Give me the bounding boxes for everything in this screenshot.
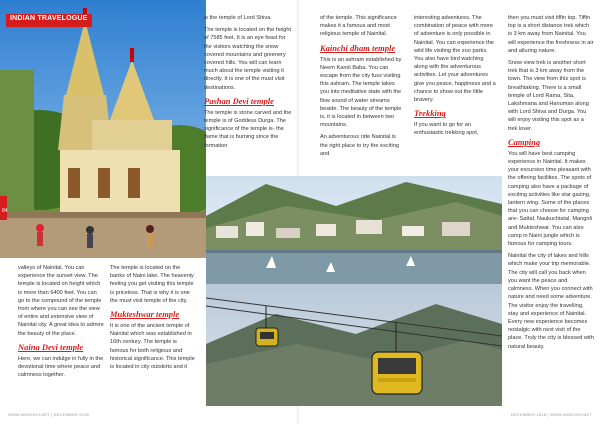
left-column-2: [110, 264, 196, 375]
footer-left: WWW.WINGSHI.NET | DECEMBER 2018: [8, 412, 89, 417]
heading-trekking: Trekking: [414, 108, 446, 119]
paragraph: is the temple of Lord Shiva.: [204, 15, 272, 21]
left-column-1: [18, 264, 104, 383]
temple-photo: [0, 0, 206, 258]
right-column-3: [508, 14, 594, 355]
page-number: 84: [2, 208, 8, 214]
paragraph: valleys of Nainital. You can experience the sunset view. The temple is located on height which is more than 6400 feet. You can go to the compound of the temple from where you can see the view of entire and extensive view of Nainital city. A great idea to admire the beauty of the place.: [18, 265, 104, 337]
heading-mukteshwar: Mukteshwar temple: [110, 309, 180, 320]
heading-pashan-devi: Pashan Devi temple: [204, 95, 274, 106]
paragraph: If you want to go for an enthusiastic trekking spot,: [414, 122, 479, 137]
section-tag: INDIAN TRAVELOGUE: [6, 14, 92, 27]
right-column-2: [414, 14, 498, 142]
paragraph: Snow view trek is another short trek that is 3 km away from the town. The view from this spot is breathtaking. There is a small temple of Lord Rama, Sita, Lakshmana and Hanuman along with Lord Shiva and Durga. You will enjoy visiting this spot as a trek lover.: [508, 60, 589, 132]
heading-naina-devi: Naina Devi temple: [18, 341, 84, 352]
paragraph: An adventurous ride Nainital is the right place to try the exciting and: [320, 134, 399, 157]
cable-car-photo: [206, 284, 502, 406]
paragraph: This is an ashram established by Neem Karoli Baba. You can escape from the city fuss visiting this ashram. The temple takes you into meditative state with the flow sound of water streams beside. The beauty of the temple is, it is located in between two mountains.: [320, 56, 402, 129]
paragraph: Here, we can indulge in fully in the devotional time where peace and calmness together.: [18, 355, 104, 379]
paragraph: Nainital the city of lakes and hills which make your trip memorable. The city will call you back when you want the peace and calmness. When you connect with nature and need some adventure. The visitor enjoy the travelling, stay and experience of Nainital. Every new experience becomes nostalgic with next visit of the place. Truly the city is blessed with natural beauty.: [508, 253, 594, 350]
lake-town-photo: [206, 176, 502, 284]
temple-illustration: [0, 0, 206, 258]
paragraph: interesting adventures. The combination of peace with more of adventure is only possible in Nainital. You can experience the wild life visiting the zoo parks. You also have bird watching along with the adventurous activities. Let your adventures give you peace, happiness and a chance to show out the little bravery.: [414, 15, 496, 104]
footer-right: DECEMBER 2018 | WWW.WINGSHI.NET: [510, 412, 592, 417]
paragraph: The temple is located on the height of 7585 feet. It is an eye feast for the visitors watching the snow covered mountains and greenery covered hills. You will can learn much about the temple visiting it directly. It is one of the must visit destinations.: [204, 27, 292, 91]
paragraph: It is one of the ancient temple of Nainital which was established in 16th century. The temple is famous for both religious and historical significance. This temple is located in city outskirts and it: [110, 323, 195, 371]
heading-camping: Camping: [508, 136, 541, 147]
lake-illustration: [206, 176, 502, 284]
right-column-1: [320, 14, 404, 162]
paragraph: You will have best camping experience in Nainital. It makes your excursion time pleasant with the offering facilities. The spots of camping also have a package of exciting activities like star gazing, lantern wing. Some of the places that you can choose for camping are- Sattal, Naukuchiatal, Mangoli and Mukteshwar. You can also camp in Naini jungle which is famous for camping tours.: [508, 150, 592, 248]
paragraph: of the temple. This significance makes it a famous and most religious temple of Nainital.: [320, 15, 397, 38]
paragraph: then you must visit tiffin top. Tiffin top is a short distance trek which is 3 km away from Nainital. You will experience the freshness in air and alluring nature.: [508, 15, 594, 54]
paragraph: The temple is stone carved and the temple is of Goddess Durga. The significance of the temple is- the flame that is burning since the formation: [204, 109, 292, 149]
cable-car-illustration: [206, 284, 502, 406]
right-page: [300, 0, 600, 424]
heading-kainchi-dham: Kainchi dham temple: [320, 42, 396, 53]
left-column-3: [204, 14, 292, 154]
paragraph: The temple is located on the banks of Naini lake. The heavenly feeling you get visiting this temple is priceless. That is why it is one the must visit temple of the city.: [110, 265, 194, 304]
